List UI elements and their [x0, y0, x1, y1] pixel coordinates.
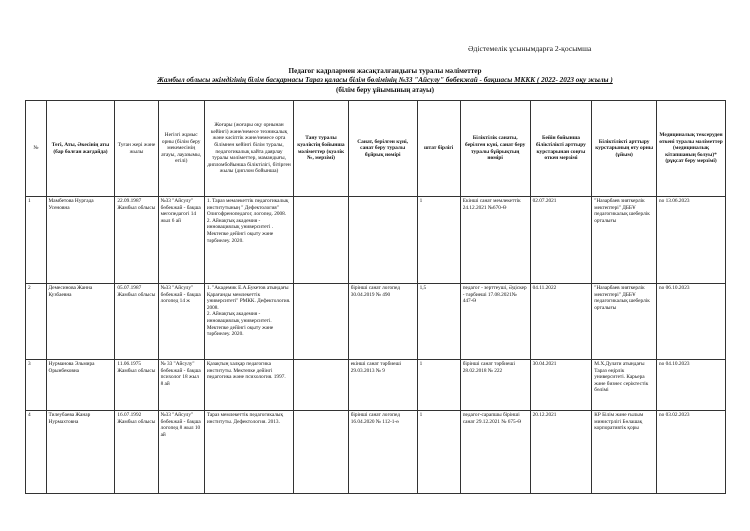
staff-unit: 1 [417, 360, 460, 411]
qualification: педагог-сарапшы бірінші санат 29.12.2021 № 675-Ө [460, 411, 530, 494]
staff-table [25, 100, 726, 494]
header-cell: Туған жері және жылы [115, 101, 158, 197]
course-place: "Назарбаев зияткерлік мектептері" ДББҰ педагогикалық шеберлік орталығы [592, 284, 657, 360]
table-row [26, 411, 726, 494]
birth-info: 05.07.1987 Жамбыл облысы [115, 284, 158, 360]
birth-info: 11.06.1975 Жамбыл облысы [115, 360, 158, 411]
work-place: №33 "Айсулу" бөбекжай - бақша логопед 8 жыл 10 ай [158, 411, 204, 494]
header-cell: Тану туралы куәліктің бойынша мәліметтер (куәлік №, мерзімі) [294, 101, 348, 197]
header-cell: Біліктілік санаты, берілген күні, санат беру туралы бұйрықтың нөмірі [460, 101, 530, 197]
header-cell: Тегі, Аты, Әкесінің аты (бар болған жағдайда) [46, 101, 115, 197]
document-title [40, 67, 730, 95]
category: екінші санат тәрбиеші 29.03.2013 № 9 [348, 360, 417, 411]
last-course: 02.07.2021 [530, 197, 592, 284]
qualification: Екінші санат мемлекеттік 24.12.2021 №670-Ө [460, 197, 530, 284]
person-name: Нурманова Эльмира Орынбековна [46, 360, 115, 411]
education: 1. Тараз мемлекеттік педагогикалық институтының " Дефектология" Олигофренопедагог, логопед. 2008. 2. Айнақтық академия - инновациялық университеті . Мектепке дейінгі оқыту және тәрбиелеу. 2020. [204, 197, 293, 284]
row-number: 2 [26, 284, 47, 360]
birth-info: 22.09.1987 Жамбыл облысы [115, 197, 158, 284]
title-line-3: (білім беру ұйымының атауы) [335, 85, 435, 94]
work-place: №33 "Айсулу" бөбекжай - бақша мегопедагогі 14 жыл 6 ай [158, 197, 204, 284]
header-cell: Біліктілікті арттыру курстарының өту орны (ұйым) [592, 101, 657, 197]
header-cell: Негізгі жұмыс орны (білім беру мекемесінің атауы, лауазымы, өтілі) [158, 101, 204, 197]
header-cell: Бейін бойынша біліктілікті арттыру курстарынан соңғы өткен мерзімі [530, 101, 592, 197]
category: бірінші санат логопед 30.04.2019 № 490 [348, 284, 417, 360]
header-row [26, 101, 726, 197]
row-number: 3 [26, 360, 47, 411]
medical-check: no 13.06.2023 [657, 197, 726, 284]
header-cell: Санат, берілген күні, санат беру туралы бұйрық нөмірі [348, 101, 417, 197]
last-course: 30.04.2021 [530, 360, 592, 411]
table-row [26, 284, 726, 360]
category: бірінші санат логопед 16.04.2020 № 112-1-ө [348, 411, 417, 494]
education: Қазақтың халқар педагогика институты. Мектепке дейінгі педагогика және психология. 1997. [204, 360, 293, 411]
row-number: 4 [26, 411, 47, 494]
education: Тараз мемлекеттік педагогикалық институты. Дефектология. 2013. [204, 411, 293, 494]
medical-check: no 03.02.2023 [657, 411, 726, 494]
person-name: Мамбетова Нургада Усеновна [46, 197, 115, 284]
qualification: бірінші санат тәрбиеші 28.02.2018 № 222 [460, 360, 530, 411]
last-course: 04.11.2022 [530, 284, 592, 360]
table-row [26, 360, 726, 411]
last-course: 20.12.2021 [530, 411, 592, 494]
work-place: №33 "Айсулу" бөбекжай - бақша логопед 14 ж [158, 284, 204, 360]
staff-unit: 1 [417, 197, 460, 284]
work-place: № 33 "Айсулу" бөбекжай - бақша психолог 18 жыл 8 ай [158, 360, 204, 411]
annex-label: Әдістемелік ұсынымдарға 2-қосымша [468, 44, 592, 53]
staff-unit: 1,5 [417, 284, 460, 360]
person-name: Демесинова Жанна Кузбаевна [46, 284, 115, 360]
recognition [294, 360, 348, 411]
recognition [294, 284, 348, 360]
category [348, 197, 417, 284]
header-cell: штат бірлігі [417, 101, 460, 197]
recognition [294, 411, 348, 494]
birth-info: 16.07.1992 Жамбыл облысы [115, 411, 158, 494]
recognition [294, 197, 348, 284]
person-name: Тилеубаева Жанар Нурмахтовна [46, 411, 115, 494]
medical-check: no 06.10.2023 [657, 284, 726, 360]
header-cell: № [26, 101, 47, 197]
education: 1. "Академик Е.А.Букетов атындағы Қарағанды мемлекеттік университеті" РМКК. Дефектология. 2008. 2. Айнақтық академия - инновациялық университеті. Мектепке дейінгі оқыту және тәрбиелеу. 2020. [204, 284, 293, 360]
medical-check: no 04.10.2023 [657, 360, 726, 411]
qualification: педагог - зерттеуші, Әдіскер - тәрбиеші 17.08.2021№ 447-Ө [460, 284, 530, 360]
title-line-2: Жамбыл облысы әкімдігінің білім басқармасы Тараз қаласы білім бөлімінің №33 "Айсулу" бөбекжай - бақшасы МККК ( 2022- 2023 оқу жылы ) [157, 76, 613, 85]
course-place: КР Білім және ғылым министрлігі Бөлашақ корпоративтік қоры [592, 411, 657, 494]
header-cell: Медициналық тексеруден өткені туралы мәліметтер (медициналық кітапшаның болуы)* (рұқсат беру мерзімі) [657, 101, 726, 197]
table-row [26, 197, 726, 284]
course-place: "Назарбаев зияткерлік мектептері" ДББҰ педагогикалық шеберлік орталығы [592, 197, 657, 284]
course-place: М.Х.Дулати атындағы Тараз өңірлік университеті. Карьера және бизнес серіктестік бөлімі [592, 360, 657, 411]
title-line-1: Педагог кадрлармен жасақталғандығы туралы мәліметтер [288, 67, 482, 75]
staff-unit: 1 [417, 411, 460, 494]
row-number: 1 [26, 197, 47, 284]
header-cell: Жоғары (жоғары оқу орнынан кейінгі) және/немесе техникалық және кәсіптік және/немесе орта білімнен кейінгі білім туралы, педагогикалық кайта даярлау туралы мәліметтер, мамандығы, дипломбойынша біліктілігі, бітірген жылы (диплом бойынша) [204, 101, 293, 197]
